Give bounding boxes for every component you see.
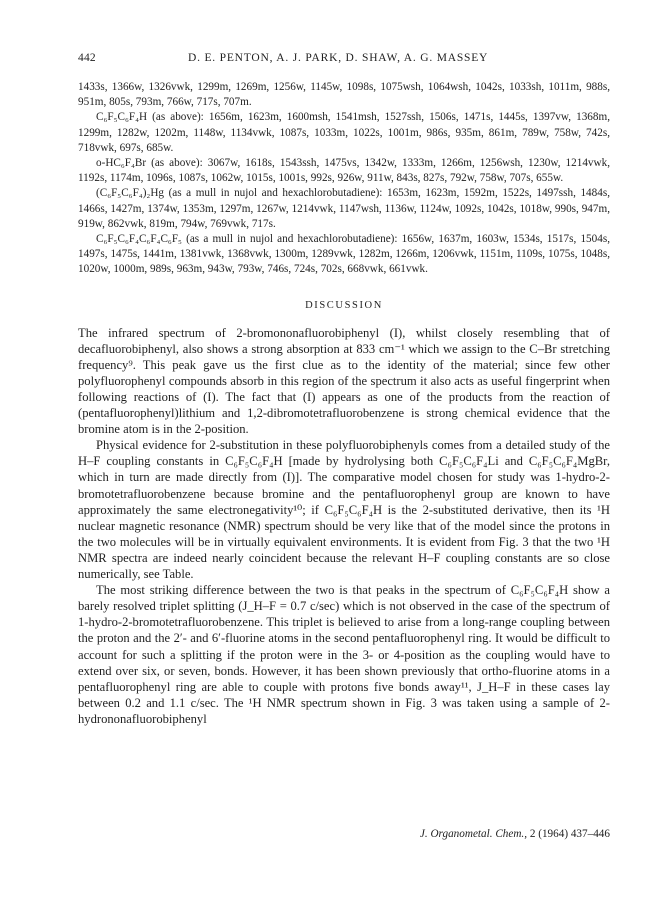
journal-citation: 2 (1964) 437–446	[529, 828, 610, 840]
running-authors: D. E. PENTON, A. J. PARK, D. SHAW, A. G. MASSEY	[188, 52, 489, 64]
journal-footer	[420, 828, 610, 840]
paragraph: Physical evidence for 2-substitution in these polyfluorobiphenyls comes from a detailed study of the H–F coupling constants in C₆F₅C₆F₄H [made by hydrolysing both C₆F₅C₆F₄Li and C₆F₅C₆F₄MgBr, which in turn are made directly from (I)]. The comparative model chosen for study was 1-hydro-2-bromotetrafluorobenzene because bromine and the pentafluorophenyl group are known to have approximately the same electronegativity¹⁰; if C₆F₅C₆F₄H is the 2-substituted derivative, then its ¹H nuclear magnetic resonance (NMR) spectrum should be very like that of the model since the protons in the two molecules will be in virtually equivalent environments. It is evident from Fig. 3 that the two ¹H NMR spectra are indeed nearly coincident because the relevant H–F coupling constants are so close numerically, see Table.	[78, 438, 610, 582]
ir-entry: o-HC₆F₄Br (as above): 3067w, 1618s, 1543ssh, 1475vs, 1342w, 1333m, 1266m, 1256wsh, 1230w, 1214vwk, 1192s, 1174m, 1096s, 1087s, 1062w, 1015s, 1001s, 992s, 926w, 911w, 843s, 827s, 792w, 758w, 707s, 655w.	[78, 157, 610, 185]
ir-entry: (C₆F₅C₆F₄)₂Hg (as a mull in nujol and hexachlorobutadiene): 1653m, 1623m, 1592m, 1522s, 1497ssh, 1484s, 1466s, 1427m, 1374w, 1353m, 1297m, 1267w, 1214vwk, 1147wsh, 1136w, 1124w, 1092s, 1042s, 1018w, 990s, 947m, 919w, 862vwk, 819m, 794w, 769vwk, 717s.	[78, 187, 610, 230]
ir-continuation: 1433s, 1366w, 1326vwk, 1299m, 1269m, 1256w, 1145w, 1098s, 1075wsh, 1064wsh, 1042s, 1033sh, 1011m, 988s, 951m, 805s, 793m, 766w, 717s, 707m.	[78, 81, 610, 109]
journal-name: J. Organometal. Chem.,	[419, 828, 528, 840]
page-number: 442	[78, 52, 96, 64]
paragraph: The most striking difference between the two is that peaks in the spectrum of C₆F₅C₆F₄H show a barely resolved triplet splitting (J_H–F = 0.7 c/sec) which is not observed in the case of the spectrum of 1-hydro-2-bromotetrafluorobenzene. This triplet is believed to arise from a long-range coupling between the proton and the 2′- and 6′-fluorine atoms in the second pentafluorophenyl ring. It would be difficult to account for such a splitting if the proton were in the 3- or 4-position as the coupling would have to extend over six, or seven, bonds. However, it has been shown previously that ortho-fluorine atoms in a pentafluorophenyl ring are able to couple with protons five bonds away¹¹, J_H–F in these cases lay between 0.2 and 1.1 c/sec. The ¹H NMR spectrum shown in Fig. 3 was taken using a sample of 2-hydrononafluorobiphenyl	[78, 583, 610, 726]
running-header	[78, 52, 610, 64]
ir-data-block	[78, 80, 610, 278]
discussion-body	[78, 325, 610, 727]
paper-page	[78, 52, 610, 727]
ir-entry: C₆F₅C₆F₄H (as above): 1656m, 1623m, 1600msh, 1541msh, 1527ssh, 1506s, 1471s, 1445s, 1397vw, 1368m, 1299m, 1282w, 1202m, 1148w, 1134vwk, 1087s, 1033m, 1022s, 1001m, 986s, 935m, 861m, 789w, 758w, 742s, 718vwk, 697s, 685w.	[78, 111, 610, 154]
section-heading: DISCUSSION	[305, 299, 383, 311]
ir-entry: C₆F₅C₆F₄C₆F₄C₆F₅ (as a mull in nujol and hexachlorobutadiene): 1656w, 1637m, 1603w, 1534s, 1517s, 1504s, 1497s, 1475s, 1441m, 1381vwk, 1368vwk, 1300m, 1289vwk, 1282m, 1266m, 1206vwk, 1151m, 1109s, 1075s, 1048s, 1020w, 1000m, 989s, 963m, 943w, 793w, 746s, 724s, 702s, 668vwk, 661vwk.	[78, 233, 610, 276]
paragraph: The infrared spectrum of 2-bromononafluorobiphenyl (I), whilst closely resembling that of decafluorobiphenyl, also shows a strong absorption at 833 cm⁻¹ which we assign to the C–Br stretching frequency⁹. This peak gave us the first clue as to the identity of the material; since few other polyfluorophenyl compounds absorb in this region of the spectrum it also acts as useful fingerprint when following reactions of (I). The fact that (I) appears as one of the products from the reaction of (pentafluorophenyl)lithium and 1,2-dibromotetrafluorobenzene is strong chemical evidence that the bromine atom is in the 2-position.	[78, 325, 610, 437]
